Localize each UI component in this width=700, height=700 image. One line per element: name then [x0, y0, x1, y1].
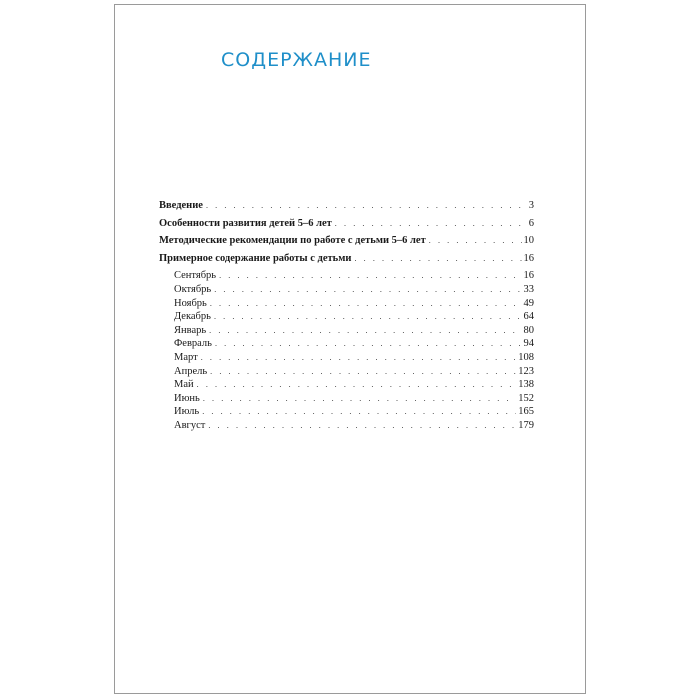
toc-leader-dots — [354, 252, 521, 266]
toc-entry-february[interactable] — [159, 337, 534, 351]
toc-leader-dots — [429, 234, 522, 248]
toc-entry-label: Январь — [174, 324, 207, 336]
toc-page-number: 165 — [518, 406, 534, 418]
toc-entry-label: Апрель — [174, 365, 208, 377]
toc-leader-dots — [335, 217, 527, 231]
toc-page-number: 10 — [523, 235, 534, 247]
toc-entry-label: Март — [174, 351, 198, 363]
toc-entry-october[interactable] — [159, 283, 534, 297]
toc-entry-august[interactable] — [159, 419, 534, 433]
toc-entry-april[interactable] — [159, 365, 534, 379]
toc-entry-label: Февраль — [174, 338, 212, 350]
table-of-contents — [159, 199, 534, 433]
toc-page-number: 16 — [523, 252, 534, 264]
toc-page-number: 152 — [518, 392, 534, 404]
toc-entry-label: Июнь — [174, 392, 200, 404]
toc-leader-dots — [201, 351, 517, 365]
toc-entry-introduction[interactable] — [159, 199, 534, 213]
toc-entry-label: Июль — [174, 406, 200, 418]
toc-page-number: 94 — [523, 338, 534, 350]
toc-entry-methodical-recommendations[interactable] — [159, 234, 534, 248]
toc-leader-dots — [203, 392, 516, 406]
toc-entry-label: Методические рекомендации по работе с детьми 5–6 лет — [159, 235, 426, 247]
toc-page-number: 123 — [518, 365, 534, 377]
toc-page-number: 16 — [523, 270, 534, 282]
toc-page-number: 80 — [523, 324, 534, 336]
toc-page-number: 3 — [528, 200, 534, 211]
toc-entry-label: Октябрь — [174, 283, 212, 295]
toc-page-number: 33 — [523, 283, 534, 295]
toc-entry-july[interactable] — [159, 405, 534, 419]
toc-entry-june[interactable] — [159, 392, 534, 406]
toc-page-number: 108 — [518, 351, 534, 363]
toc-leader-dots — [219, 269, 521, 283]
toc-entry-sample-content[interactable] — [159, 252, 534, 266]
toc-leader-dots — [209, 324, 521, 338]
toc-entry-may[interactable] — [159, 378, 534, 392]
toc-leader-dots — [197, 378, 517, 392]
toc-entry-january[interactable] — [159, 324, 534, 338]
toc-entry-label: Ноябрь — [174, 297, 207, 309]
toc-entry-label: Сентябрь — [174, 270, 217, 282]
toc-page-number: 49 — [523, 297, 534, 309]
toc-entry-development-features[interactable] — [159, 217, 534, 231]
toc-leader-dots — [202, 405, 516, 419]
toc-entry-label: Декабрь — [174, 311, 211, 323]
document-page — [114, 4, 586, 694]
toc-leader-dots — [206, 199, 527, 213]
toc-entry-label: Май — [174, 379, 194, 391]
toc-entry-march[interactable] — [159, 351, 534, 365]
page-title: СОДЕРЖАНИЕ — [221, 49, 372, 71]
toc-entry-label: Особенности развития детей 5–6 лет — [159, 217, 332, 229]
toc-leader-dots — [214, 310, 522, 324]
toc-leader-dots — [210, 297, 522, 311]
toc-entry-label: Введение — [159, 200, 203, 211]
toc-entry-label: Август — [174, 419, 206, 431]
toc-entry-december[interactable] — [159, 310, 534, 324]
toc-page-number: 179 — [518, 419, 534, 431]
toc-leader-dots — [214, 283, 521, 297]
toc-leader-dots — [210, 365, 516, 379]
toc-entry-label: Примерное содержание работы с детьми — [159, 252, 352, 264]
toc-entry-september[interactable] — [159, 269, 534, 283]
toc-entry-november[interactable] — [159, 297, 534, 311]
toc-page-number: 138 — [518, 379, 534, 391]
toc-leader-dots — [215, 337, 522, 351]
toc-page-number: 6 — [528, 217, 534, 229]
toc-leader-dots — [208, 419, 516, 433]
toc-page-number: 64 — [523, 311, 534, 323]
